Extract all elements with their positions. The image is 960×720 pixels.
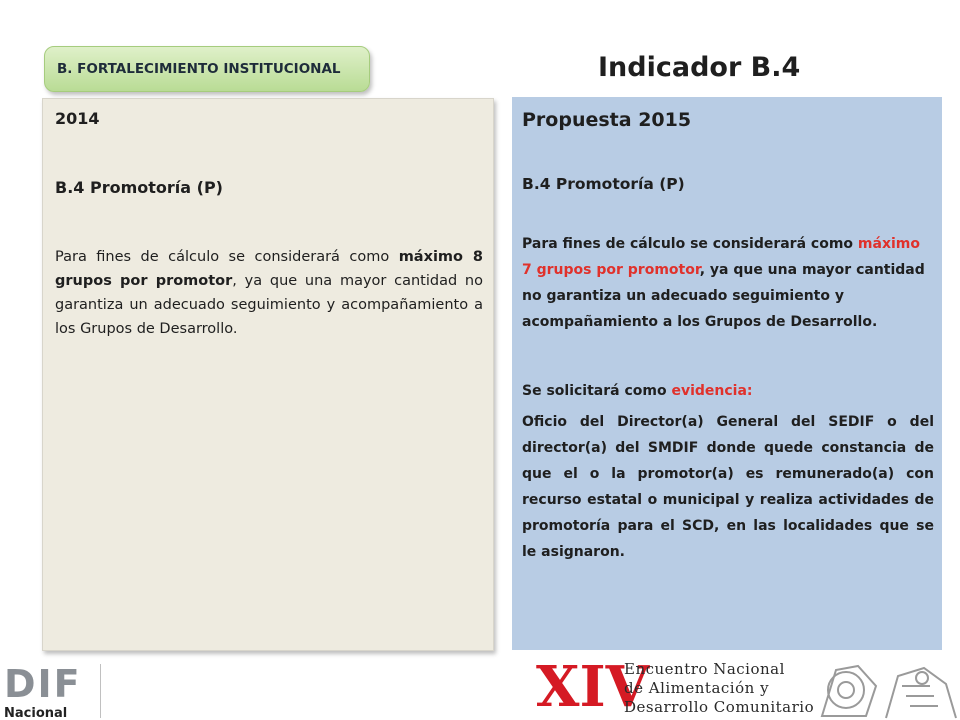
event-line-3: Desarrollo Comunitario bbox=[624, 698, 815, 716]
page-title: Indicador B.4 bbox=[598, 52, 801, 83]
body-text-post: , ya que una mayor cantidad no garantiza un adecuado seguimiento y acompañamiento a los Grupos de Desarrollo. bbox=[522, 262, 925, 330]
body-text-bold: máximo 8 grupos por promotor bbox=[55, 249, 483, 289]
dif-logo-text: DIF bbox=[4, 662, 82, 706]
panel-body bbox=[55, 245, 483, 341]
evidence-body: Oficio del Director(a) General del SEDIF o del director(a) del SMDIF donde quede constancia de que el o la promotor(a) es remunerado(a) con recurso estatal o municipal y realiza actividades de promotoría para el SCD, en las localidades que se le asignaron. bbox=[522, 414, 934, 560]
evidence-label bbox=[522, 383, 934, 399]
panel-heading: B.4 Promotoría (P) bbox=[55, 178, 223, 197]
body-text-highlight: máximo 7 grupos por promotor bbox=[522, 236, 920, 278]
section-label: B. FORTALECIMIENTO INSTITUCIONAL bbox=[57, 61, 341, 77]
panel-propuesta-2015 bbox=[512, 97, 942, 650]
dif-subtitle: Nacional bbox=[4, 706, 68, 720]
body-text-pre: Para fines de cálculo se considerará como bbox=[55, 249, 399, 265]
dif-logo bbox=[0, 660, 88, 720]
body-text-post: , ya que una mayor cantidad no garantiza un adecuado seguimiento y acompañamiento a los Grupos de Desarrollo. bbox=[55, 273, 483, 337]
panel-heading: B.4 Promotoría (P) bbox=[522, 175, 685, 193]
event-name bbox=[624, 660, 814, 717]
panel-year: 2014 bbox=[55, 109, 100, 128]
panel-title: Propuesta 2015 bbox=[522, 109, 692, 131]
evidence-pre: Se solicitará como bbox=[522, 383, 672, 399]
footer bbox=[0, 656, 960, 720]
panel-body bbox=[522, 231, 934, 335]
event-line-2: de Alimentación y bbox=[624, 679, 770, 697]
evidence-highlight: evidencia: bbox=[671, 383, 753, 399]
footer-divider bbox=[100, 664, 101, 718]
event-number: XIV bbox=[536, 654, 650, 720]
panel-2014 bbox=[42, 98, 494, 651]
section-tab bbox=[44, 46, 370, 92]
event-line-1: Encuentro Nacional bbox=[624, 660, 785, 678]
body-text-pre: Para fines de cálculo se considerará como bbox=[522, 236, 858, 252]
prehispanic-emblem-icon bbox=[806, 656, 960, 720]
